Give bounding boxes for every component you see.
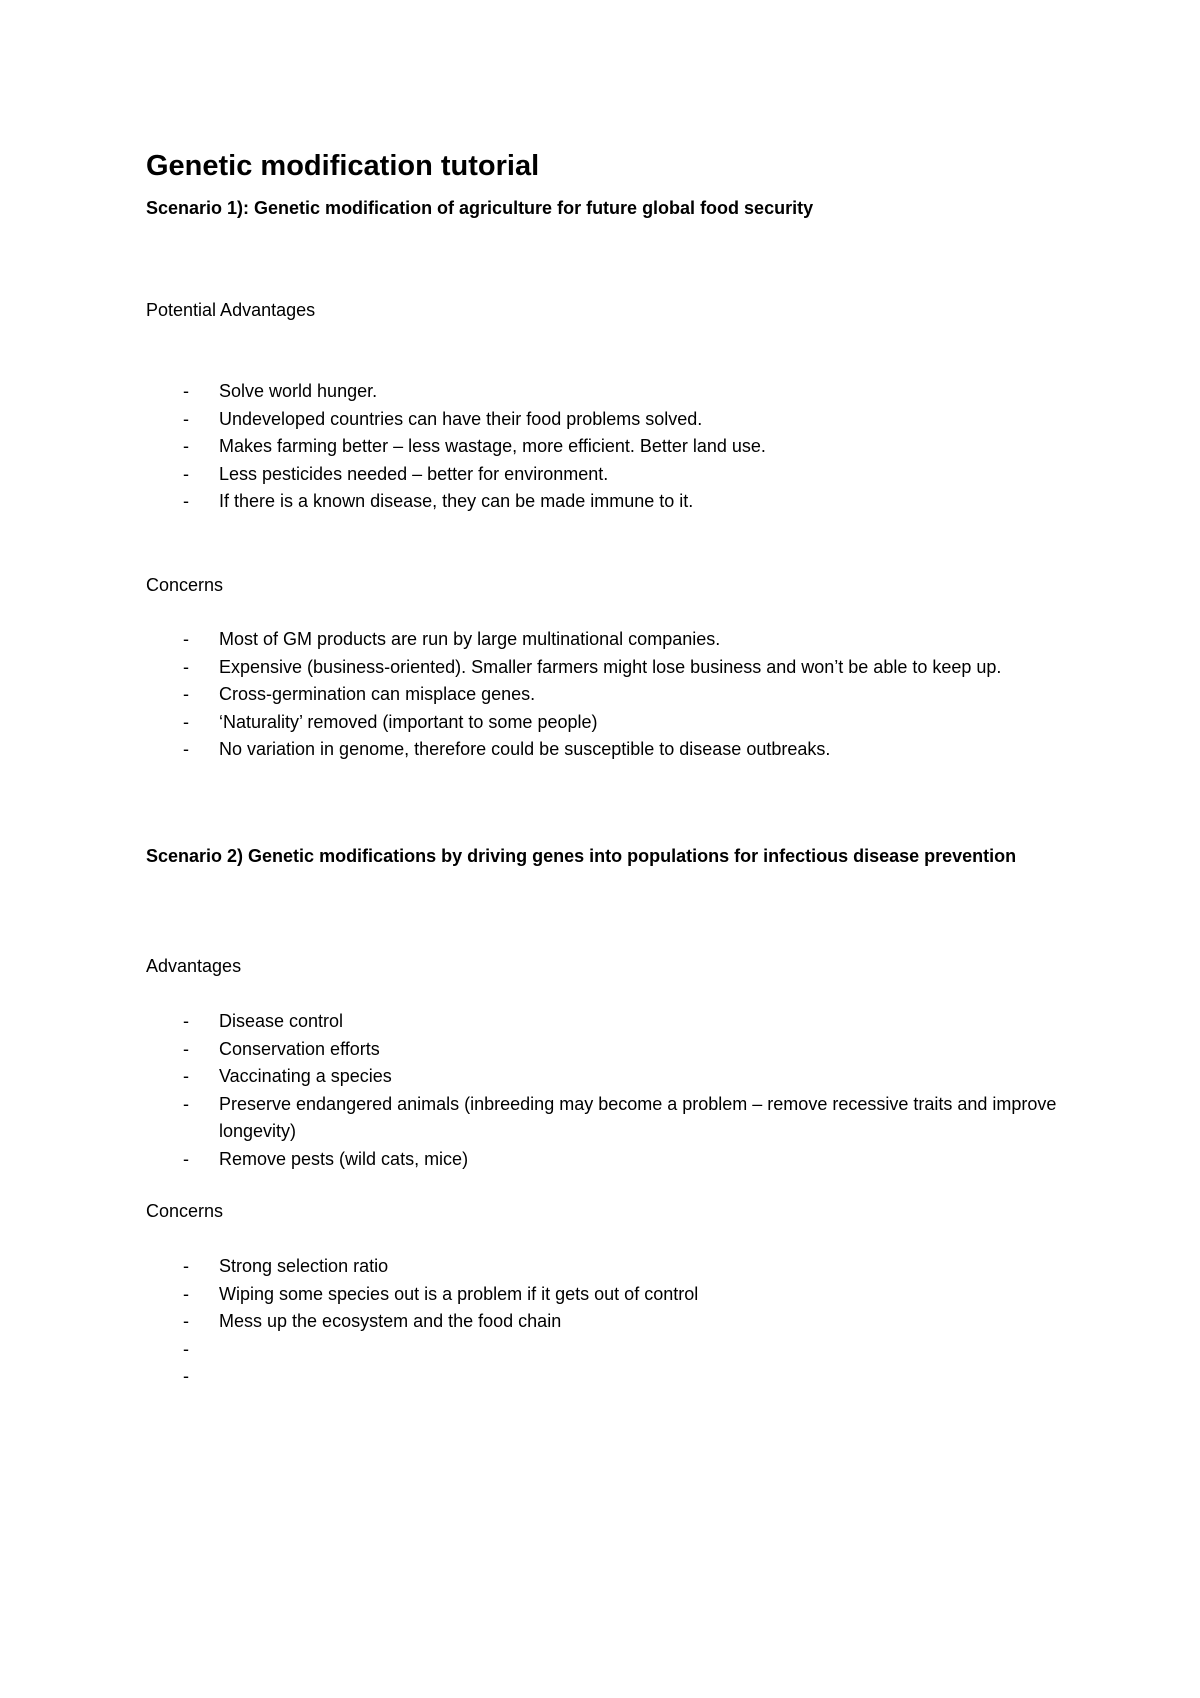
list-item-text: Disease control bbox=[219, 1011, 344, 1031]
bullet-marker: - bbox=[183, 684, 189, 704]
list-item bbox=[146, 378, 1066, 406]
list-item bbox=[146, 709, 1066, 737]
list-item-text: Most of GM products are run by large multinational companies. bbox=[219, 629, 721, 649]
list-item bbox=[146, 1308, 1066, 1336]
bullet-marker: - bbox=[183, 739, 189, 759]
scenario-2-heading: Scenario 2) Genetic modifications by driving genes into populations for infectious disease prevention bbox=[146, 846, 1017, 866]
scenario-2-advantages-heading: Advantages bbox=[146, 956, 242, 976]
bullet-marker: - bbox=[183, 1066, 189, 1086]
scenario-1-heading: Scenario 1): Genetic modification of agriculture for future global food security bbox=[146, 198, 814, 218]
list-item-text: Remove pests (wild cats, mice) bbox=[219, 1148, 469, 1169]
list-item bbox=[146, 1036, 1066, 1064]
list-item bbox=[146, 1063, 1066, 1091]
list-item bbox=[146, 1091, 1066, 1146]
bullet-marker: - bbox=[183, 408, 189, 429]
list-item bbox=[146, 1363, 1066, 1391]
list-item-text: Conservation efforts bbox=[219, 1038, 380, 1059]
list-item-text: Wiping some species out is a problem if it gets out of control bbox=[219, 1283, 699, 1304]
bullet-marker: - bbox=[183, 436, 189, 456]
list-item-text: Cross-germination can misplace genes. bbox=[219, 684, 536, 704]
scenario-2-advantages-list bbox=[146, 1008, 1066, 1173]
list-item-text: Solve world hunger. bbox=[219, 381, 378, 401]
bullet-marker: - bbox=[183, 711, 189, 732]
bullet-marker: - bbox=[183, 1311, 189, 1331]
list-item bbox=[146, 626, 1066, 654]
list-item-text: Undeveloped countries can have their food problems solved. bbox=[219, 408, 703, 429]
list-item bbox=[146, 1008, 1066, 1036]
list-item-text: If there is a known disease, they can be made immune to it. bbox=[219, 491, 694, 511]
list-item-text: Makes farming better – less wastage, more efficient. Better land use. bbox=[219, 436, 766, 456]
scenario-1-concerns-list bbox=[146, 626, 1066, 764]
bullet-marker: - bbox=[183, 1366, 189, 1386]
bullet-marker: - bbox=[183, 1148, 189, 1169]
bullet-marker: - bbox=[183, 463, 189, 484]
list-item-text: Vaccinating a species bbox=[219, 1066, 392, 1086]
bullet-marker: - bbox=[183, 1338, 189, 1359]
bullet-marker: - bbox=[183, 381, 189, 401]
list-item-text: Strong selection ratio bbox=[219, 1256, 389, 1276]
bullet-marker: - bbox=[183, 491, 189, 511]
list-item-text: Preserve endangered animals (inbreeding may become a problem – remove recessive traits and improve longevity) bbox=[219, 1093, 1057, 1141]
list-item-text: Less pesticides needed – better for environment. bbox=[219, 463, 609, 484]
list-item-text: Mess up the ecosystem and the food chain bbox=[219, 1311, 562, 1331]
list-item bbox=[146, 488, 1066, 516]
bullet-marker: - bbox=[183, 1038, 189, 1059]
list-item bbox=[146, 654, 1066, 682]
list-item bbox=[146, 1146, 1066, 1174]
bullet-marker: - bbox=[183, 1256, 189, 1276]
list-item-text: No variation in genome, therefore could be susceptible to disease outbreaks. bbox=[219, 739, 831, 759]
bullet-marker: - bbox=[183, 656, 189, 677]
list-item-text: Expensive (business-oriented). Smaller farmers might lose business and won’t be able to keep up. bbox=[219, 656, 1002, 677]
list-item bbox=[146, 406, 1066, 434]
bullet-marker: - bbox=[183, 1093, 189, 1114]
list-item bbox=[146, 681, 1066, 709]
scenario-2-concerns-heading: Concerns bbox=[146, 1201, 224, 1221]
list-item bbox=[146, 461, 1066, 489]
list-item bbox=[146, 1336, 1066, 1364]
list-item bbox=[146, 1253, 1066, 1281]
bullet-marker: - bbox=[183, 629, 189, 649]
document-title: Genetic modification tutorial bbox=[146, 150, 540, 182]
list-item-text: ‘Naturality’ removed (important to some people) bbox=[219, 711, 598, 732]
scenario-2-concerns-list bbox=[146, 1253, 1066, 1391]
list-item bbox=[146, 736, 1066, 764]
list-item bbox=[146, 433, 1066, 461]
scenario-1-advantages-list bbox=[146, 378, 1066, 516]
bullet-marker: - bbox=[183, 1011, 189, 1031]
scenario-1-advantages-heading: Potential Advantages bbox=[146, 300, 316, 320]
list-item bbox=[146, 1281, 1066, 1309]
bullet-marker: - bbox=[183, 1283, 189, 1304]
scenario-1-concerns-heading: Concerns bbox=[146, 575, 224, 595]
